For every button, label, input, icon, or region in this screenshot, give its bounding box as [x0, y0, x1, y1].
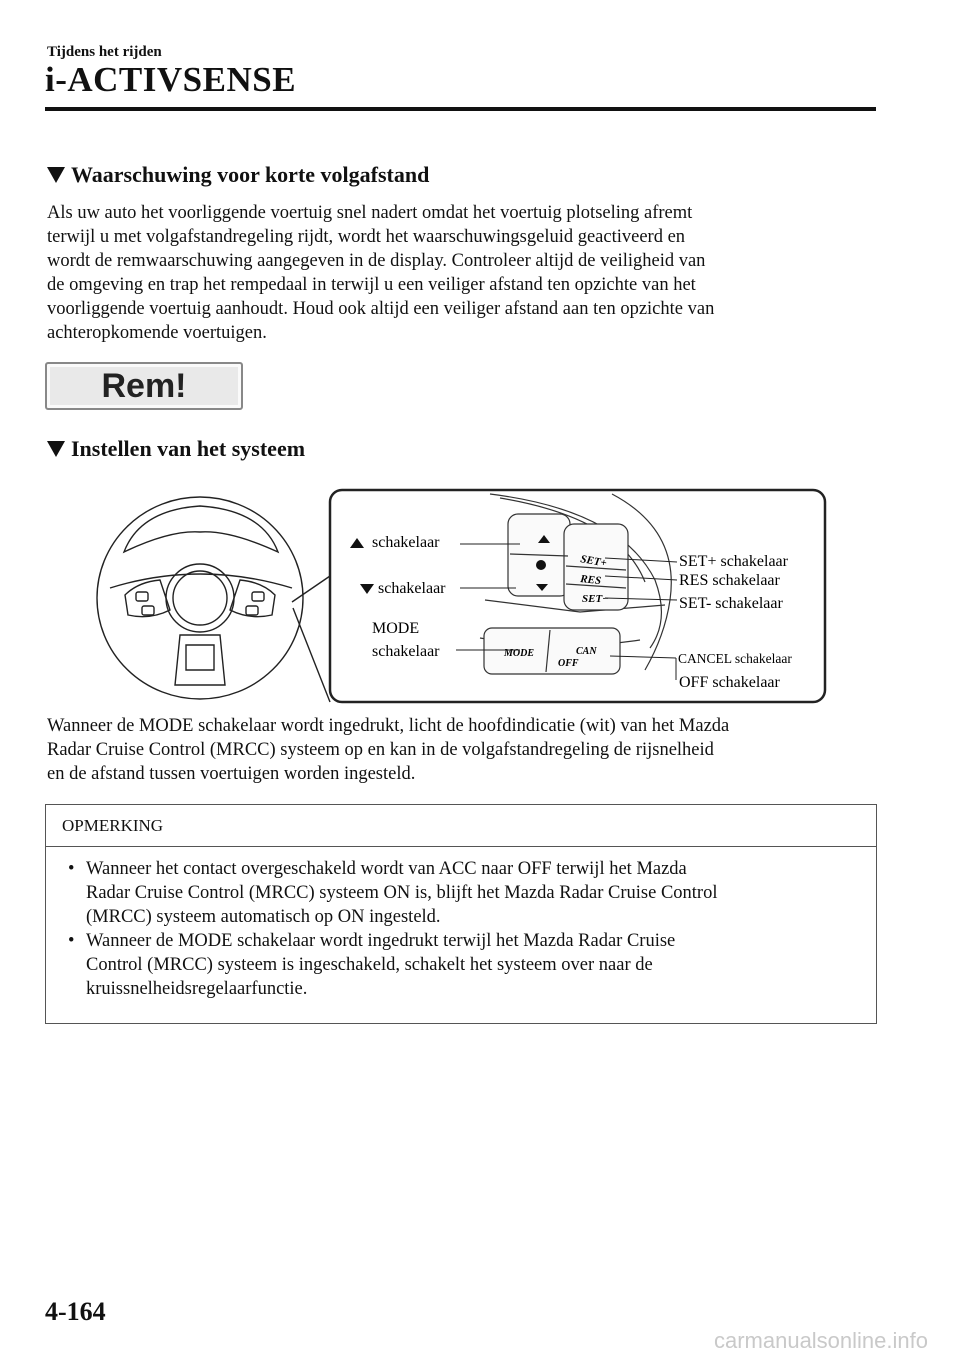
- note-item: [60, 929, 856, 1001]
- bullet-icon: •: [68, 859, 75, 879]
- note-line: Radar Cruise Control (MRCC) systeem ON is, blijft het Mazda Radar Cruise Control: [86, 883, 718, 903]
- note-list: [46, 847, 876, 1001]
- mode-switch-label-line1: MODE: [372, 620, 420, 637]
- set-plus-switch-label: SET+ schakelaar: [679, 553, 788, 570]
- setup-heading: [47, 436, 305, 462]
- header-section-label: Tijdens het rijden: [47, 44, 162, 60]
- down-switch-label: schakelaar: [378, 580, 446, 597]
- note-item: [60, 857, 856, 929]
- cancel-switch-label: CANCEL schakelaar: [678, 651, 792, 666]
- note-line: Wanneer de MODE schakelaar wordt ingedrukt terwijl het Mazda Radar Cruise: [86, 931, 676, 951]
- button-res: RES: [579, 573, 602, 588]
- triangle-down-icon: [47, 441, 65, 457]
- paragraph-line: wordt de remwaarschuwing aangegeven in de display. Controleer altijd de veiligheid van: [47, 251, 706, 271]
- setup-heading-text: Instellen van het systeem: [71, 436, 306, 461]
- page-number: 4-164: [45, 1297, 106, 1326]
- paragraph-line: de omgeving en trap het rempedaal in terwijl u een veiliger afstand ten opzichte van het: [47, 275, 696, 295]
- warning-heading: [47, 162, 429, 188]
- note-line: Control (MRCC) systeem is ingeschakeld, schakelt het systeem over naar de: [86, 955, 653, 975]
- triangle-down-icon: [47, 167, 65, 183]
- button-set-minus: SET−: [582, 593, 609, 605]
- bullet-icon: •: [68, 931, 75, 951]
- paragraph-line: Als uw auto het voorliggende voertuig snel nadert omdat het voertuig plotseling afremt: [47, 203, 693, 223]
- off-switch-label: OFF schakelaar: [679, 674, 780, 691]
- warning-heading-text: Waarschuwing voor korte volgafstand: [71, 162, 430, 187]
- paragraph-line: terwijl u met volgafstandregeling rijdt, wordt het waarschuwingsgeluid geactiveerd en: [47, 227, 686, 247]
- warning-paragraph: [47, 201, 877, 345]
- button-can: CAN: [576, 646, 597, 657]
- header-divider: [45, 107, 876, 111]
- set-minus-switch-label: SET- schakelaar: [679, 595, 783, 612]
- watermark: carmanualsonline.info: [713, 1328, 928, 1353]
- paragraph-line: en de afstand tussen voertuigen worden ingesteld.: [47, 764, 416, 784]
- page-header-title: i-ACTIVSENSE: [45, 60, 297, 99]
- steering-wheel-diagram: [80, 470, 830, 710]
- distance-icon: [536, 560, 546, 570]
- res-switch-label: RES schakelaar: [679, 572, 780, 589]
- setup-paragraph: [47, 714, 877, 786]
- button-off: OFF: [558, 658, 579, 669]
- paragraph-line: achteropkomende voertuigen.: [47, 323, 267, 343]
- paragraph-line: Radar Cruise Control (MRCC) systeem op en kan in de volgafstandregeling de rijsnelheid: [47, 740, 714, 760]
- up-switch-label: schakelaar: [372, 534, 440, 551]
- note-box: [45, 804, 877, 1024]
- paragraph-line: voorliggende voertuig aanhoudt. Houd ook altijd een veiliger afstand aan ten opzichte van: [47, 299, 715, 319]
- note-line: (MRCC) systeem automatisch op ON ingesteld.: [86, 907, 441, 927]
- note-line: kruissnelheidsregelaarfunctie.: [86, 979, 308, 999]
- note-line: Wanneer het contact overgeschakeld wordt van ACC naar OFF terwijl het Mazda: [86, 859, 687, 879]
- note-title: OPMERKING: [46, 805, 876, 847]
- steering-wheel-illustration: [97, 497, 330, 702]
- button-set-plus: SET+: [579, 553, 608, 570]
- button-mode: MODE: [504, 648, 535, 659]
- brake-warning-display: Rem!: [45, 362, 243, 410]
- mode-switch-label-line2: schakelaar: [372, 643, 440, 660]
- paragraph-line: Wanneer de MODE schakelaar wordt ingedrukt, licht de hoofdindicatie (wit) van het Mazda: [47, 716, 730, 736]
